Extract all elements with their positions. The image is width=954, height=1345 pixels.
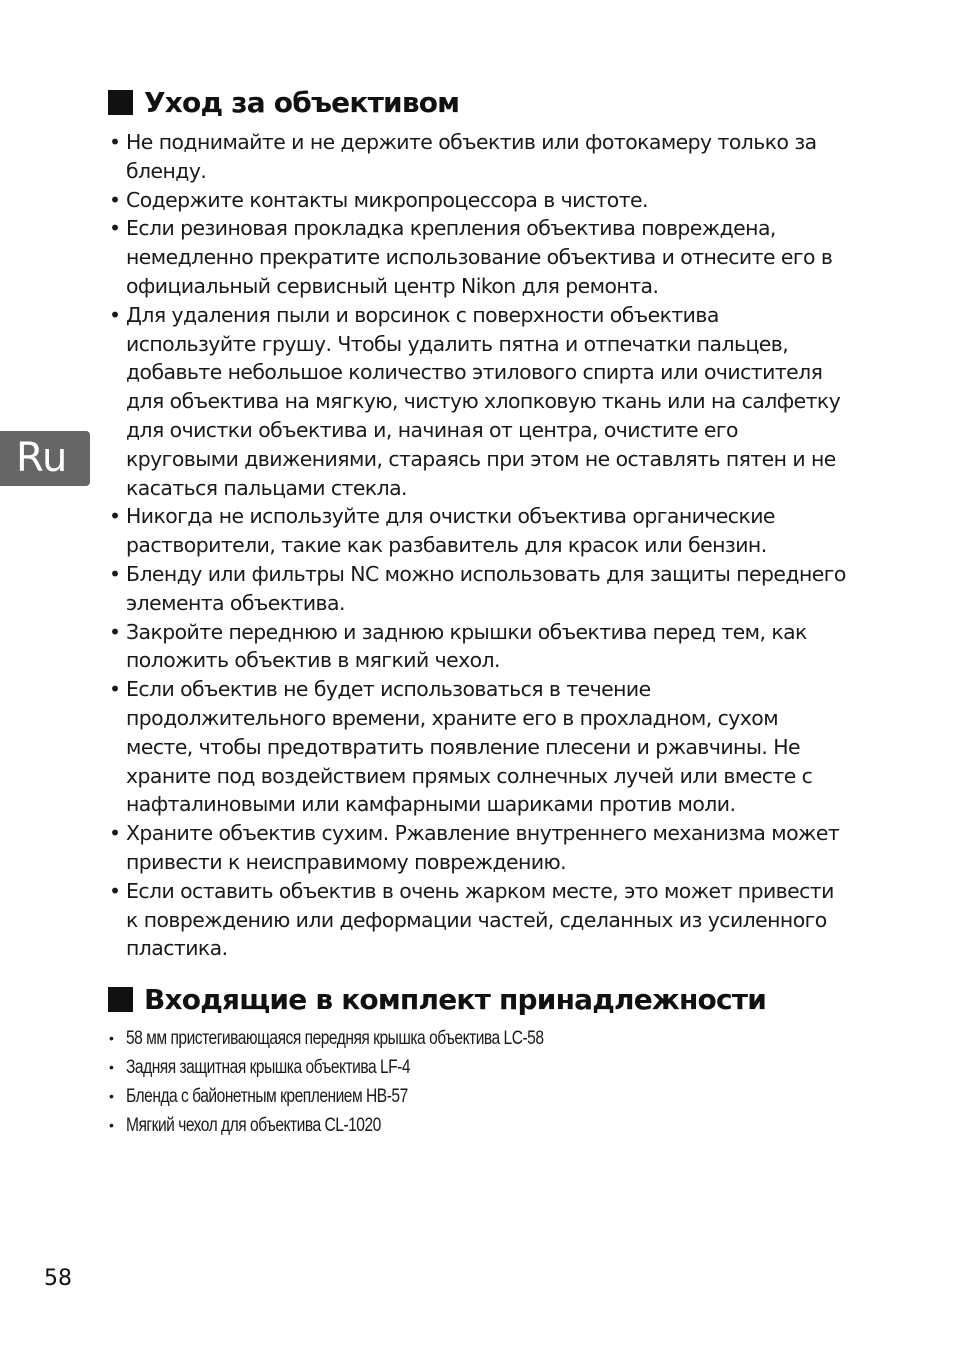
- list-item-text: 58 мм пристегивающаяся передняя крышка объектива LC-58: [126, 1028, 544, 1049]
- list-item: • Если резиновая прокладка крепления объектива повреждена, немедленно прекратите использование объектива и отнесите его в официальный сервисный центр Nikon для ремонта.: [108, 214, 848, 300]
- list-item-text: Бленда с байонетным креплением HB-57: [126, 1086, 408, 1107]
- list-item-text: Мягкий чехол для объектива CL-1020: [126, 1115, 381, 1136]
- section-heading-accessories: [108, 983, 766, 1016]
- list-item: • Если объектив не будет использоваться в течение продолжительного времени, храните его в прохладном, сухом месте, чтобы предотвратить появление плесени и ржавчины. Не храните под воздействием прямых солнечных лучей или вместе с нафталиновыми или камфарными шариками против моли.: [108, 675, 848, 819]
- section-heading-lens-care: [108, 86, 459, 119]
- list-item-text: Задняя защитная крышка объектива LF-4: [126, 1057, 411, 1078]
- list-item: [108, 1111, 848, 1140]
- list-item: • Если оставить объектив в очень жарком месте, это может привести к повреждению или деформации частей, сделанных из усиленного пластика.: [108, 877, 848, 963]
- list-item: • Бленду или фильтры NC можно использовать для защиты переднего элемента объектива.: [108, 560, 848, 618]
- accessories-list: [108, 1024, 848, 1140]
- lens-care-list: [108, 128, 848, 963]
- section-title: Входящие в комплект принадлежности: [144, 983, 767, 1016]
- list-item: • Не поднимайте и не держите объектив или фотокамеру только за бленду.: [108, 128, 848, 186]
- list-item: • Содержите контакты микропроцессора в чистоте.: [108, 186, 848, 215]
- page-number: 58: [44, 1266, 72, 1291]
- list-item: [108, 1053, 848, 1082]
- square-bullet-icon: [108, 90, 133, 115]
- square-bullet-icon: [108, 987, 133, 1012]
- list-item: • Закройте переднюю и заднюю крышки объектива перед тем, как положить объектив в мягкий чехол.: [108, 618, 848, 676]
- list-item: • Храните объектив сухим. Ржавление внутреннего механизма может привести к неисправимому повреждению.: [108, 819, 848, 877]
- list-item: • Никогда не используйте для очистки объектива органические растворители, такие как разбавитель для красок или бензин.: [108, 502, 848, 560]
- language-tab: Ru: [0, 431, 90, 486]
- section-title: Уход за объективом: [144, 86, 460, 119]
- list-item: [108, 1082, 848, 1111]
- list-item: • Для удаления пыли и ворсинок с поверхности объектива используйте грушу. Чтобы удалить пятна и отпечатки пальцев, добавьте небольшое количество этилового спирта или очистителя для объектива на мягкую, чистую хлопковую ткань или на салфетку для очистки объектива и, начиная от центра, очистите его круговыми движениями, стараясь при этом не оставлять пятен и не касаться пальцами стекла.: [108, 301, 848, 503]
- list-item: [108, 1024, 848, 1053]
